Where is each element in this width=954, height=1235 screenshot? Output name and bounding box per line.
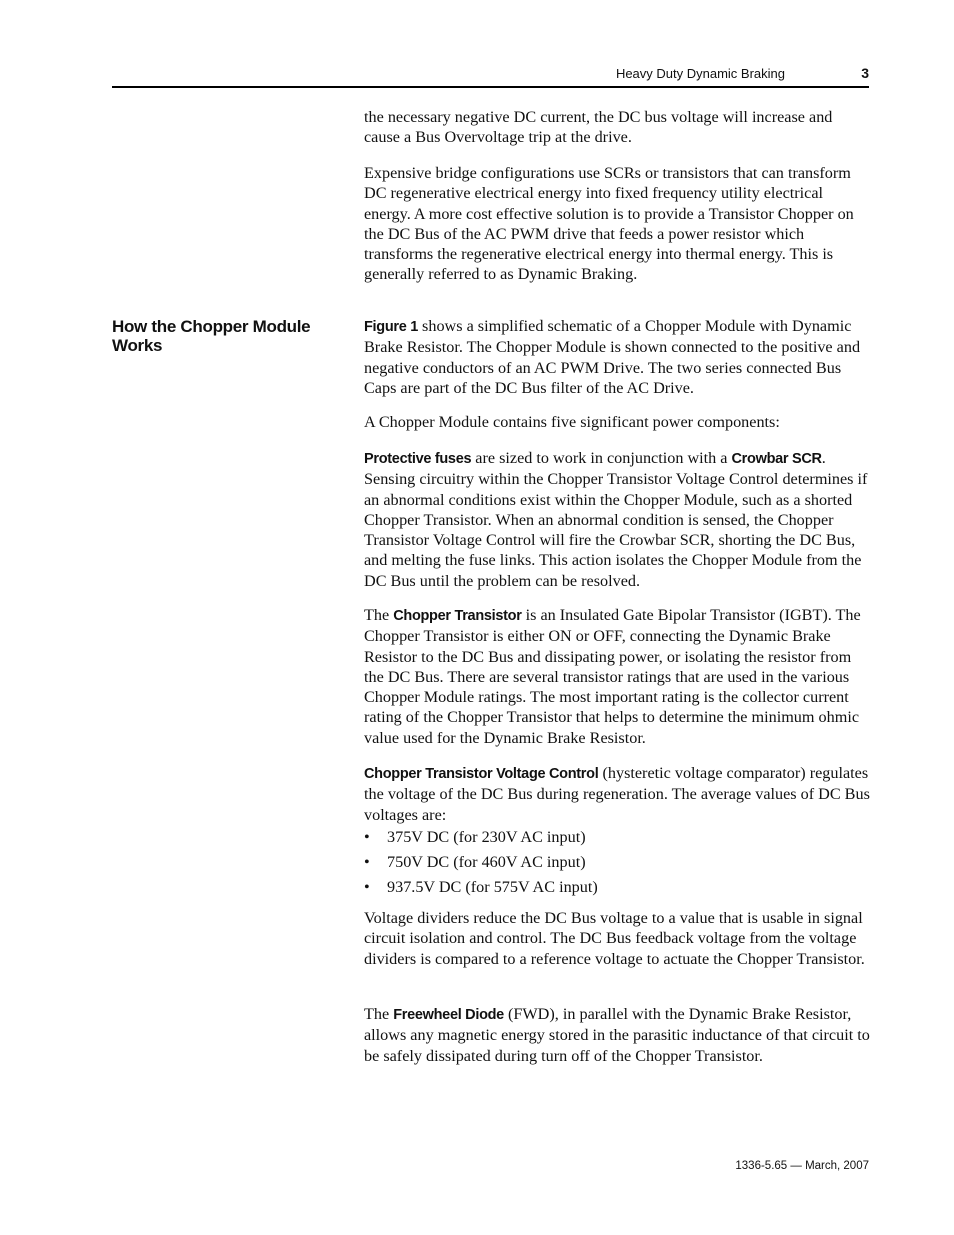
paragraph-text: is an Insulated Gate Bipolar Transistor (IGBT). The Chopper Transistor is either ON or OFF, connecting the Dynamic Brake Resistor to the DC Bus and dissipating power, or isolating the resistor from the DC Bus. There are several transistor ratings that are used in the various Chopper Module ratings. The most important rating is the collector current rating of the Chopper Transistor that helps to determine the minimum ohmic value used for the Dynamic Brake Resistor. <box>364 606 861 747</box>
paragraph-chopper-transistor <box>364 605 870 748</box>
paragraph-freewheel-diode <box>364 1004 870 1066</box>
paragraph-text: A Chopper Module contains five significant power components: <box>364 413 780 431</box>
paragraph-3 <box>364 316 870 398</box>
term-protective-fuses: Protective fuses <box>364 451 472 467</box>
paragraph-text: shows a simplified schematic of a Chopper Module with Dynamic Brake Resistor. The Chopper Module is shown connected to the positive and negative conductors of an AC PWM Drive. The two series connected Bus Caps are part of the DC Bus filter of the AC Drive. <box>364 317 861 397</box>
term-crowbar-scr: Crowbar SCR <box>731 451 822 467</box>
list-item-text: 750V DC (for 460V AC input) <box>387 853 586 871</box>
paragraph-protective-fuses <box>364 448 870 591</box>
paragraph-2 <box>364 163 870 285</box>
paragraph-text: The <box>364 606 394 624</box>
bullet-symbol: • <box>364 828 370 846</box>
paragraph-text: (hysteretic voltage comparator) regulates the voltage of the DC Bus during regeneration. The average values of DC Bus voltages are: <box>364 764 870 824</box>
list-item-text: 375V DC (for 230V AC input) <box>387 828 586 846</box>
paragraph-text: (FWD), in parallel with the Dynamic Brake Resistor, allows any magnetic energy stored in the parasitic inductance of that circuit to be safely dissipated during turn off of the Chopper Transistor. <box>364 1005 870 1065</box>
paragraph-text: The <box>364 1005 394 1023</box>
header-title: Heavy Duty Dynamic Braking <box>615 66 785 81</box>
header-rule <box>112 86 869 88</box>
term-freewheel-diode: Freewheel Diode <box>393 1007 504 1023</box>
paragraph-text: . Sensing circuitry within the Chopper Transistor Voltage Control determines if an abnormal conditions exist within the Chopper Module, such as a shorted Chopper Transistor. When an abnormal condition is sensed, the Chopper Transistor Voltage Control will fire the Crowbar SCR, shorting the DC Bus, and melting the fuse links. This action isolates the Chopper Module from the DC Bus until the problem can be resolved. <box>364 449 868 590</box>
paragraph-text: the necessary negative DC current, the DC bus voltage will increase and cause a Bus Overvoltage trip at the drive. <box>364 108 833 147</box>
paragraph-voltage-dividers <box>364 908 870 969</box>
page-footer: 1336-5.65 — March, 2007 <box>735 1160 869 1172</box>
section-heading: How the Chopper Module Works <box>112 317 311 355</box>
paragraph-text: Voltage dividers reduce the DC Bus voltage to a value that is usable in signal circuit isolation and control. The DC Bus feedback voltage from the voltage dividers is compared to a reference voltage to actuate the Chopper Transistor. <box>364 909 865 968</box>
term-chopper-transistor-voltage-control: Chopper Transistor Voltage Control <box>364 766 599 782</box>
list-item-text: 937.5V DC (for 575V AC input) <box>387 878 598 896</box>
paragraph-text: are sized to work in conjunction with a <box>471 449 732 467</box>
bullet-symbol: • <box>364 878 370 896</box>
term-chopper-transistor: Chopper Transistor <box>393 608 522 624</box>
paragraph-text: Expensive bridge configurations use SCRs or transistors that can transform DC regenerative electrical energy into fixed frequency utility electrical energy. A more cost effective solution is to provide a Transistor Chopper on the DC Bus of the AC PWM drive that feeds a power resistor which transforms the regenerative electrical energy into thermal energy. This is generally referred to as Dynamic Braking. <box>364 164 854 284</box>
paragraph-1 <box>364 107 870 148</box>
paragraph-voltage-control <box>364 763 870 825</box>
bullet-symbol: • <box>364 853 370 871</box>
figure-reference-link[interactable]: Figure 1 <box>364 319 418 335</box>
paragraph-4 <box>364 412 870 432</box>
page-number: 3 <box>861 65 869 81</box>
